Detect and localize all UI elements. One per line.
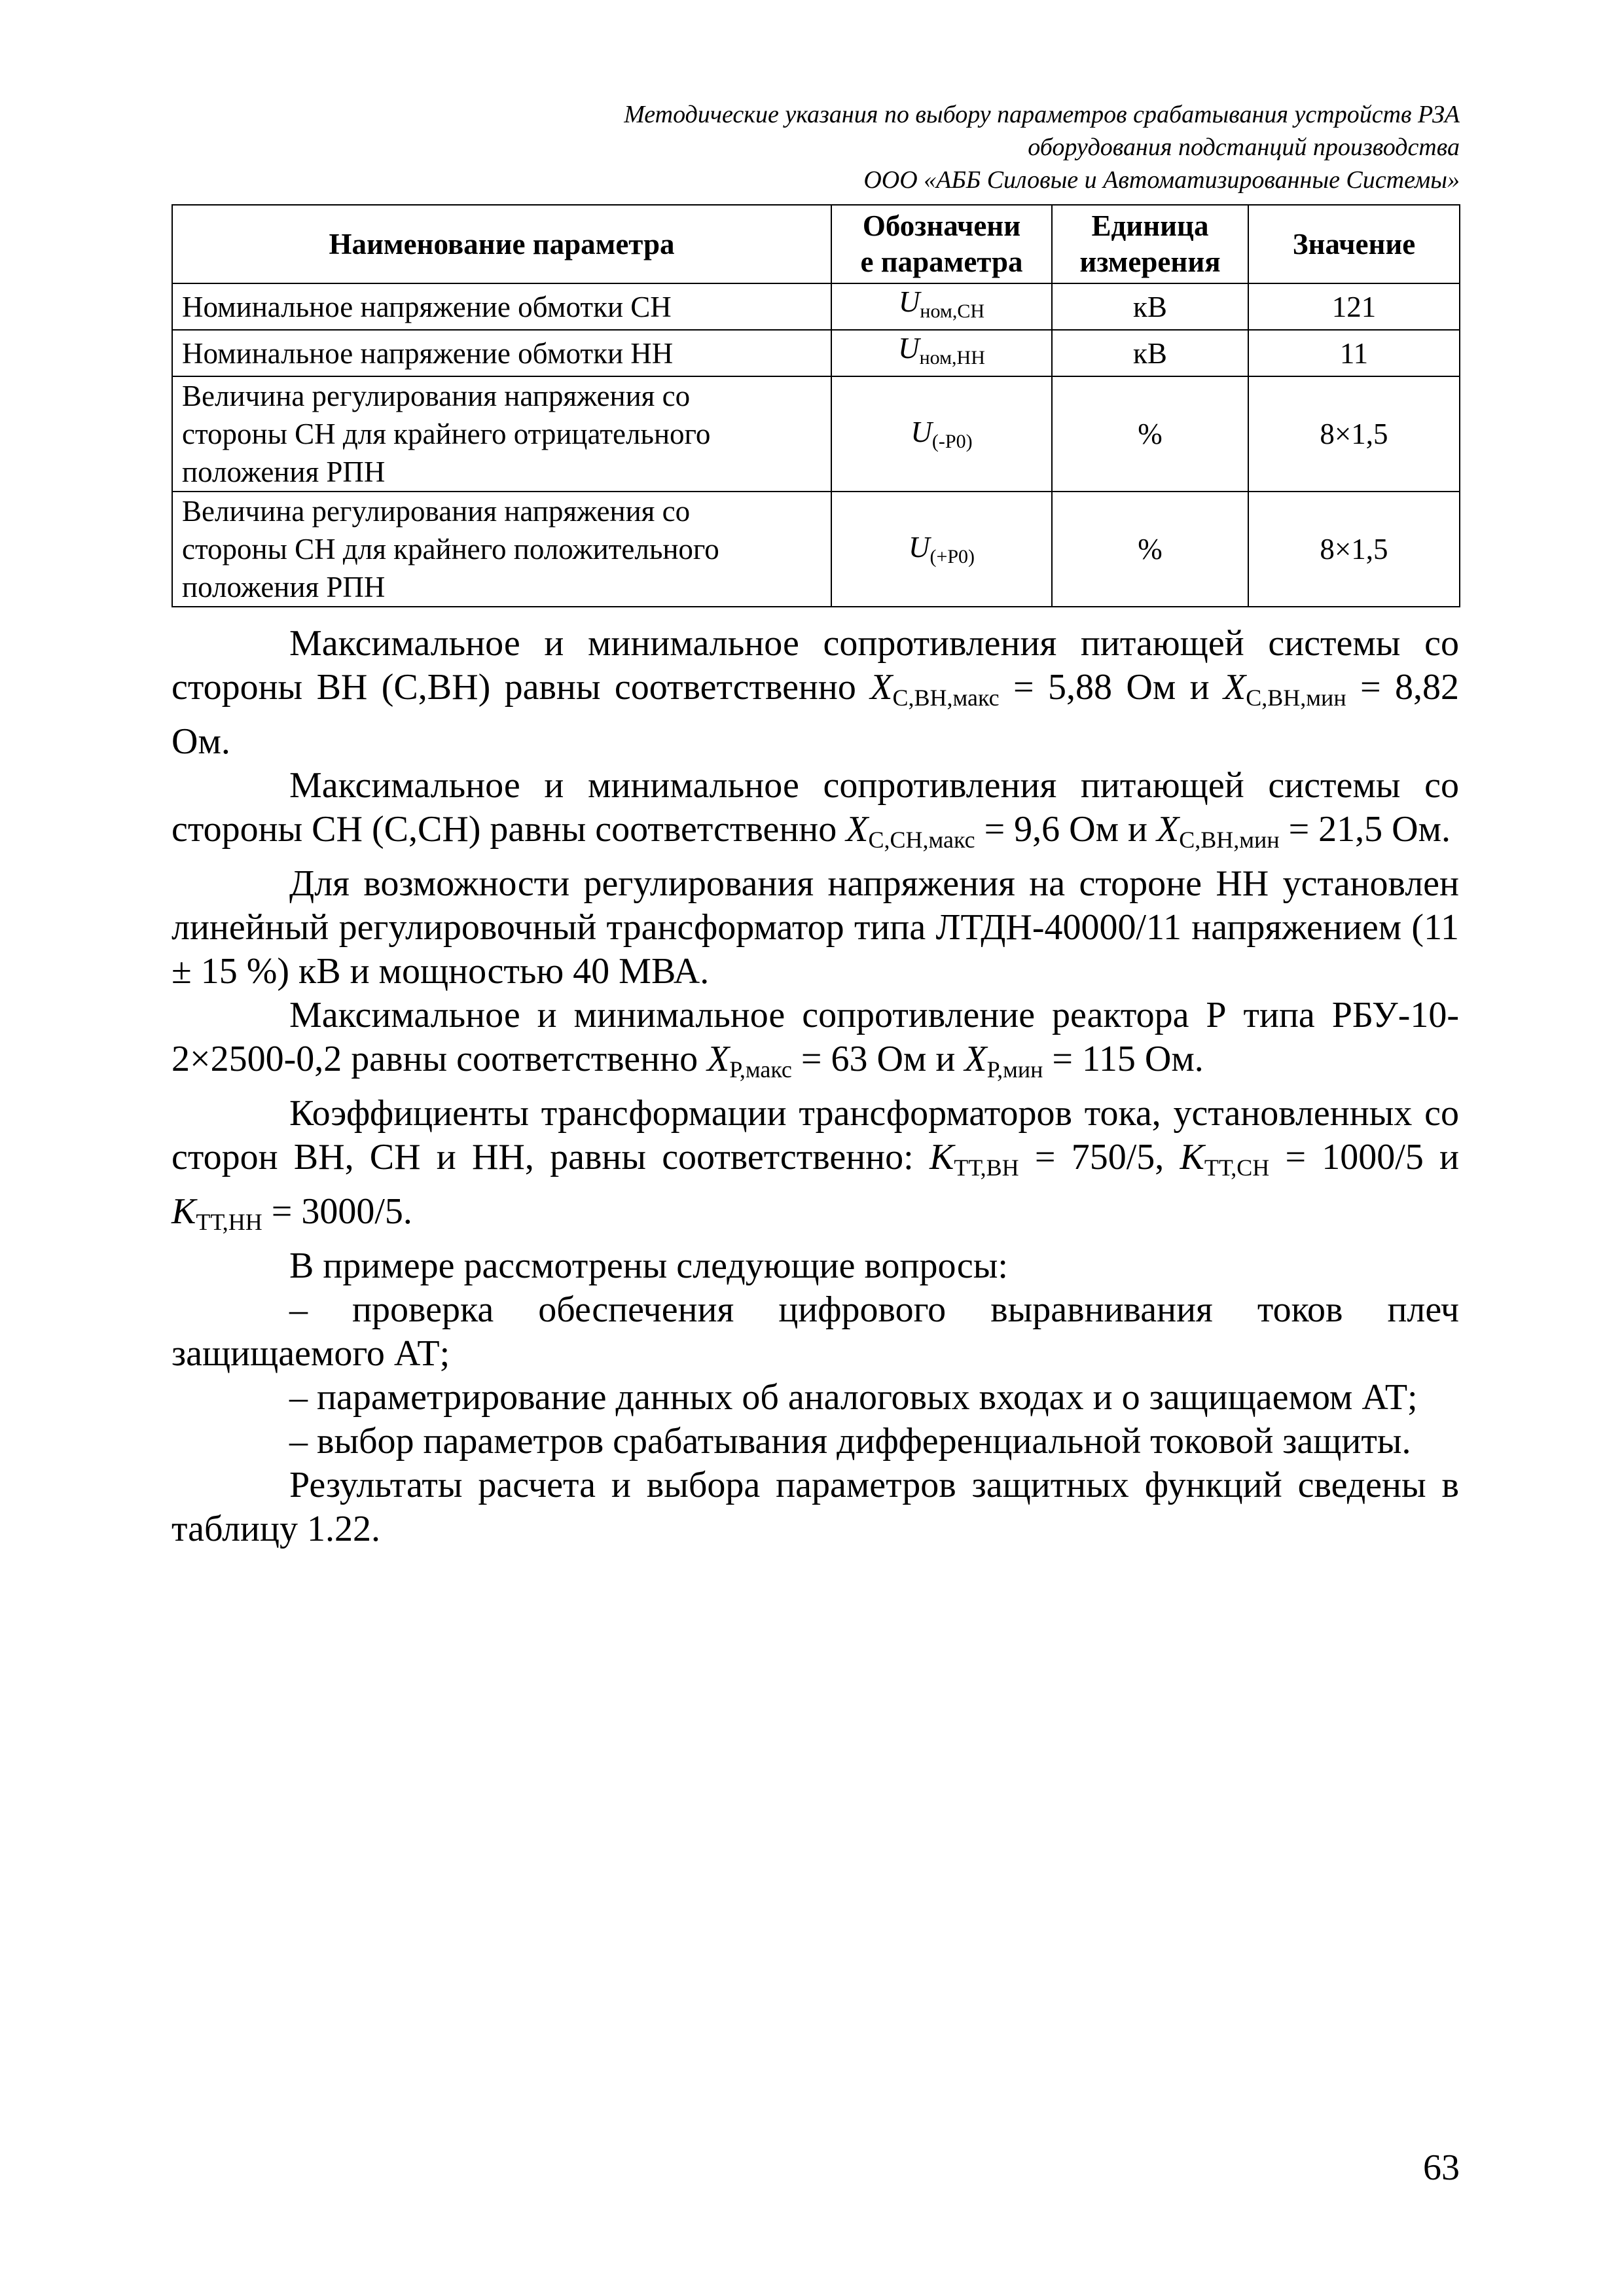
paragraph-results: Результаты расчета и выбора параметров защитных функций сведены в таблицу 1.22. [171,1465,1459,1549]
param-unit: кВ [1052,283,1248,330]
table-row [172,330,1460,376]
param-name: Номинальное напряжение обмотки СН [172,283,831,330]
param-symbol: $U_{(+Р0)}$ [831,492,1052,607]
param-value: 11 [1248,330,1460,376]
parameters-table [171,204,1460,607]
paragraph-transformer: Для возможности регулирования напряжения на стороне НН установлен линейный регулировочный трансформатор типа ЛТДН-40000/11 напряжением (11 ± 15 %) кВ и мощностью 40 МВА. [171,863,1459,992]
param-unit: % [1052,492,1248,607]
body-text [171,622,1459,1551]
list-item: – проверка обеспечения цифрового выравнивания токов плеч защищаемого АТ; [171,1289,1459,1374]
header-symbol: Обозначени е параметра [831,205,1052,283]
list-item: – параметрирование данных об аналоговых входах и о защищаемом АТ; [289,1377,1418,1418]
param-symbol: $U_{ном,СН}$ [831,283,1052,330]
list-item: – выбор параметров срабатывания дифференциальной токовой защиты. [289,1421,1411,1462]
param-unit: % [1052,376,1248,492]
param-value: 8×1,5 [1248,376,1460,492]
param-value: 121 [1248,283,1460,330]
header-line-2: оборудования подстанций производства [1028,134,1460,161]
paragraph-system-sn: Максимальное и минимальное сопротивления питающей системы со стороны СН (С,СН) равны соответственно XС,СН,макс = 9,6 Ом и XС,ВН,мин = 21,5 Ом. [171,765,1459,853]
param-value: 8×1,5 [1248,492,1460,607]
header-unit: Единица измерения [1052,205,1248,283]
paragraph-questions-intro: В примере рассмотрены следующие вопросы: [289,1246,1008,1286]
table-header-row [172,205,1460,283]
table-row [172,376,1460,492]
param-name: Номинальное напряжение обмотки НН [172,330,831,376]
param-unit: кВ [1052,330,1248,376]
header-name: Наименование параметра [172,205,831,283]
header-line-3: ООО «АББ Силовые и Автоматизированные Системы» [863,166,1460,194]
header-value: Значение [1248,205,1460,283]
param-symbol: $U_{(-Р0)}$ [831,376,1052,492]
param-name: Величина регулирования напряжения со стороны СН для крайнего положительного положения РПН [172,492,831,607]
table-row [172,283,1460,330]
param-symbol: $U_{ном,НН}$ [831,330,1052,376]
page-number: 63 [1423,2147,1460,2188]
header-line-1: Методические указания по выбору параметров срабатывания устройств РЗА [624,101,1460,128]
paragraph-system-vn: Максимальное и минимальное сопротивления питающей системы со стороны ВН (С,ВН) равны соответственно XС,ВН,макс = 5,88 Ом и XС,ВН,мин = 8,82 Ом. [171,623,1459,762]
param-name: Величина регулирования напряжения со стороны СН для крайнего отрицательного положения РПН [172,376,831,492]
paragraph-reactor: Максимальное и минимальное сопротивление реактора Р типа РБУ-10-2×2500-0,2 равны соответственно XР,макс = 63 Ом и XР,мин = 115 Ом. [171,995,1459,1083]
paragraph-ct-ratios: Коэффициенты трансформации трансформаторов тока, установленных со сторон ВН, СН и НН, равны соответственно: KТТ,ВН = 750/5, KТТ,СН = 1000/5 и KТТ,НН = 3000/5. [171,1093,1459,1235]
table-row [172,492,1460,607]
running-header [458,98,1460,196]
